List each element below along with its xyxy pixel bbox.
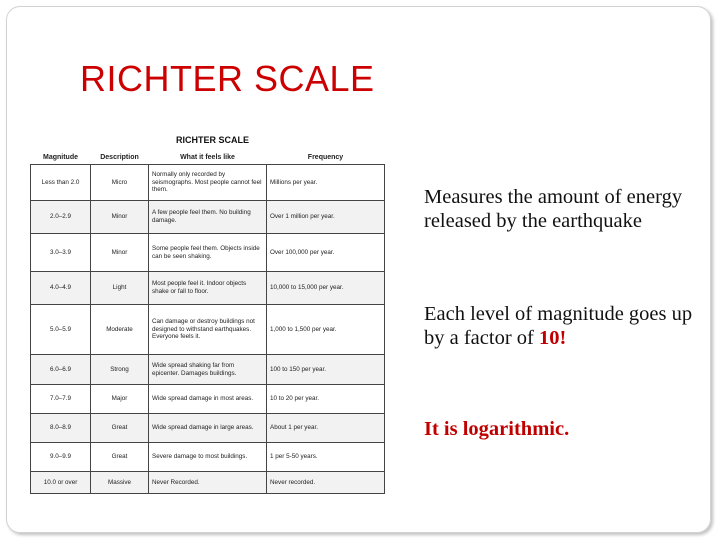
cell-feels: A few people feel them. No building damage. [149, 201, 267, 234]
cell-magnitude: 2.0–2.9 [31, 201, 91, 234]
body-paragraph-energy: Measures the amount of energy released by the earthquake [424, 186, 683, 232]
cell-description: Micro [91, 165, 149, 201]
slide-title: RICHTER SCALE [80, 58, 375, 99]
cell-feels: Can damage or destroy buildings not designed to withstand earthquakes. Everyone feels it. [149, 305, 267, 355]
table-row [31, 443, 385, 472]
table-header-row [31, 152, 385, 165]
cell-description: Major [91, 385, 149, 414]
cell-magnitude: 3.0–3.9 [31, 234, 91, 272]
column-header-description: Description [100, 153, 139, 161]
body-paragraph-logarithmic: It is logarithmic. [424, 418, 570, 440]
cell-frequency: About 1 per year. [267, 414, 385, 443]
cell-magnitude: 5.0–5.9 [31, 305, 91, 355]
table-row [31, 355, 385, 385]
cell-feels: Severe damage to most buildings. [149, 443, 267, 472]
table-row [31, 165, 385, 201]
cell-frequency: 1 per 5-50 years. [267, 443, 385, 472]
richter-scale-table [30, 152, 385, 494]
table-row [31, 385, 385, 414]
cell-description: Minor [91, 201, 149, 234]
cell-description: Great [91, 443, 149, 472]
cell-description: Great [91, 414, 149, 443]
cell-frequency: 10 to 20 per year. [267, 385, 385, 414]
cell-frequency: Over 100,000 per year. [267, 234, 385, 272]
table-row [31, 305, 385, 355]
cell-frequency: Over 1 million per year. [267, 201, 385, 234]
column-header-magnitude: Magnitude [43, 153, 78, 161]
table-row [31, 272, 385, 305]
cell-frequency: Never recorded. [267, 472, 385, 494]
column-header-frequency: Frequency [307, 153, 344, 161]
cell-feels: Wide spread damage in most areas. [149, 385, 267, 414]
cell-description: Strong [91, 355, 149, 385]
cell-feels: Never Recorded. [149, 472, 267, 494]
cell-magnitude: 4.0–4.9 [31, 272, 91, 305]
magnitude-factor-text: Each level of magnitude goes up by a factor of [424, 303, 693, 349]
table-row [31, 201, 385, 234]
cell-magnitude: 10.0 or over [31, 472, 91, 494]
cell-magnitude: 7.0–7.9 [31, 385, 91, 414]
table-row [31, 234, 385, 272]
cell-frequency: 10,000 to 15,000 per year. [267, 272, 385, 305]
cell-feels: Normally only recorded by seismographs. Most people cannot feel them. [149, 165, 267, 201]
cell-magnitude: 8.0–8.9 [31, 414, 91, 443]
cell-magnitude: Less than 2.0 [31, 165, 91, 201]
factor-value: 10! [538, 327, 567, 349]
cell-description: Massive [91, 472, 149, 494]
cell-feels: Wide spread shaking far from epicenter. Damages buildings. [149, 355, 267, 385]
cell-description: Minor [91, 234, 149, 272]
cell-frequency: 1,000 to 1,500 per year. [267, 305, 385, 355]
cell-frequency: Millions per year. [267, 165, 385, 201]
cell-magnitude: 9.0–9.9 [31, 443, 91, 472]
cell-frequency: 100 to 150 per year. [267, 355, 385, 385]
cell-description: Light [91, 272, 149, 305]
cell-magnitude: 6.0–6.9 [31, 355, 91, 385]
cell-feels: Some people feel them. Objects inside can be seen shaking. [149, 234, 267, 272]
table-row [31, 472, 385, 494]
cell-feels: Most people feel it. Indoor objects shake or fall to floor. [149, 272, 267, 305]
column-header-feels: What it feels like [180, 153, 235, 161]
cell-description: Moderate [91, 305, 149, 355]
table-heading: RICHTER SCALE [176, 135, 250, 145]
body-paragraph-magnitude [424, 302, 704, 350]
table-row [31, 414, 385, 443]
cell-feels: Wide spread damage in large areas. [149, 414, 267, 443]
